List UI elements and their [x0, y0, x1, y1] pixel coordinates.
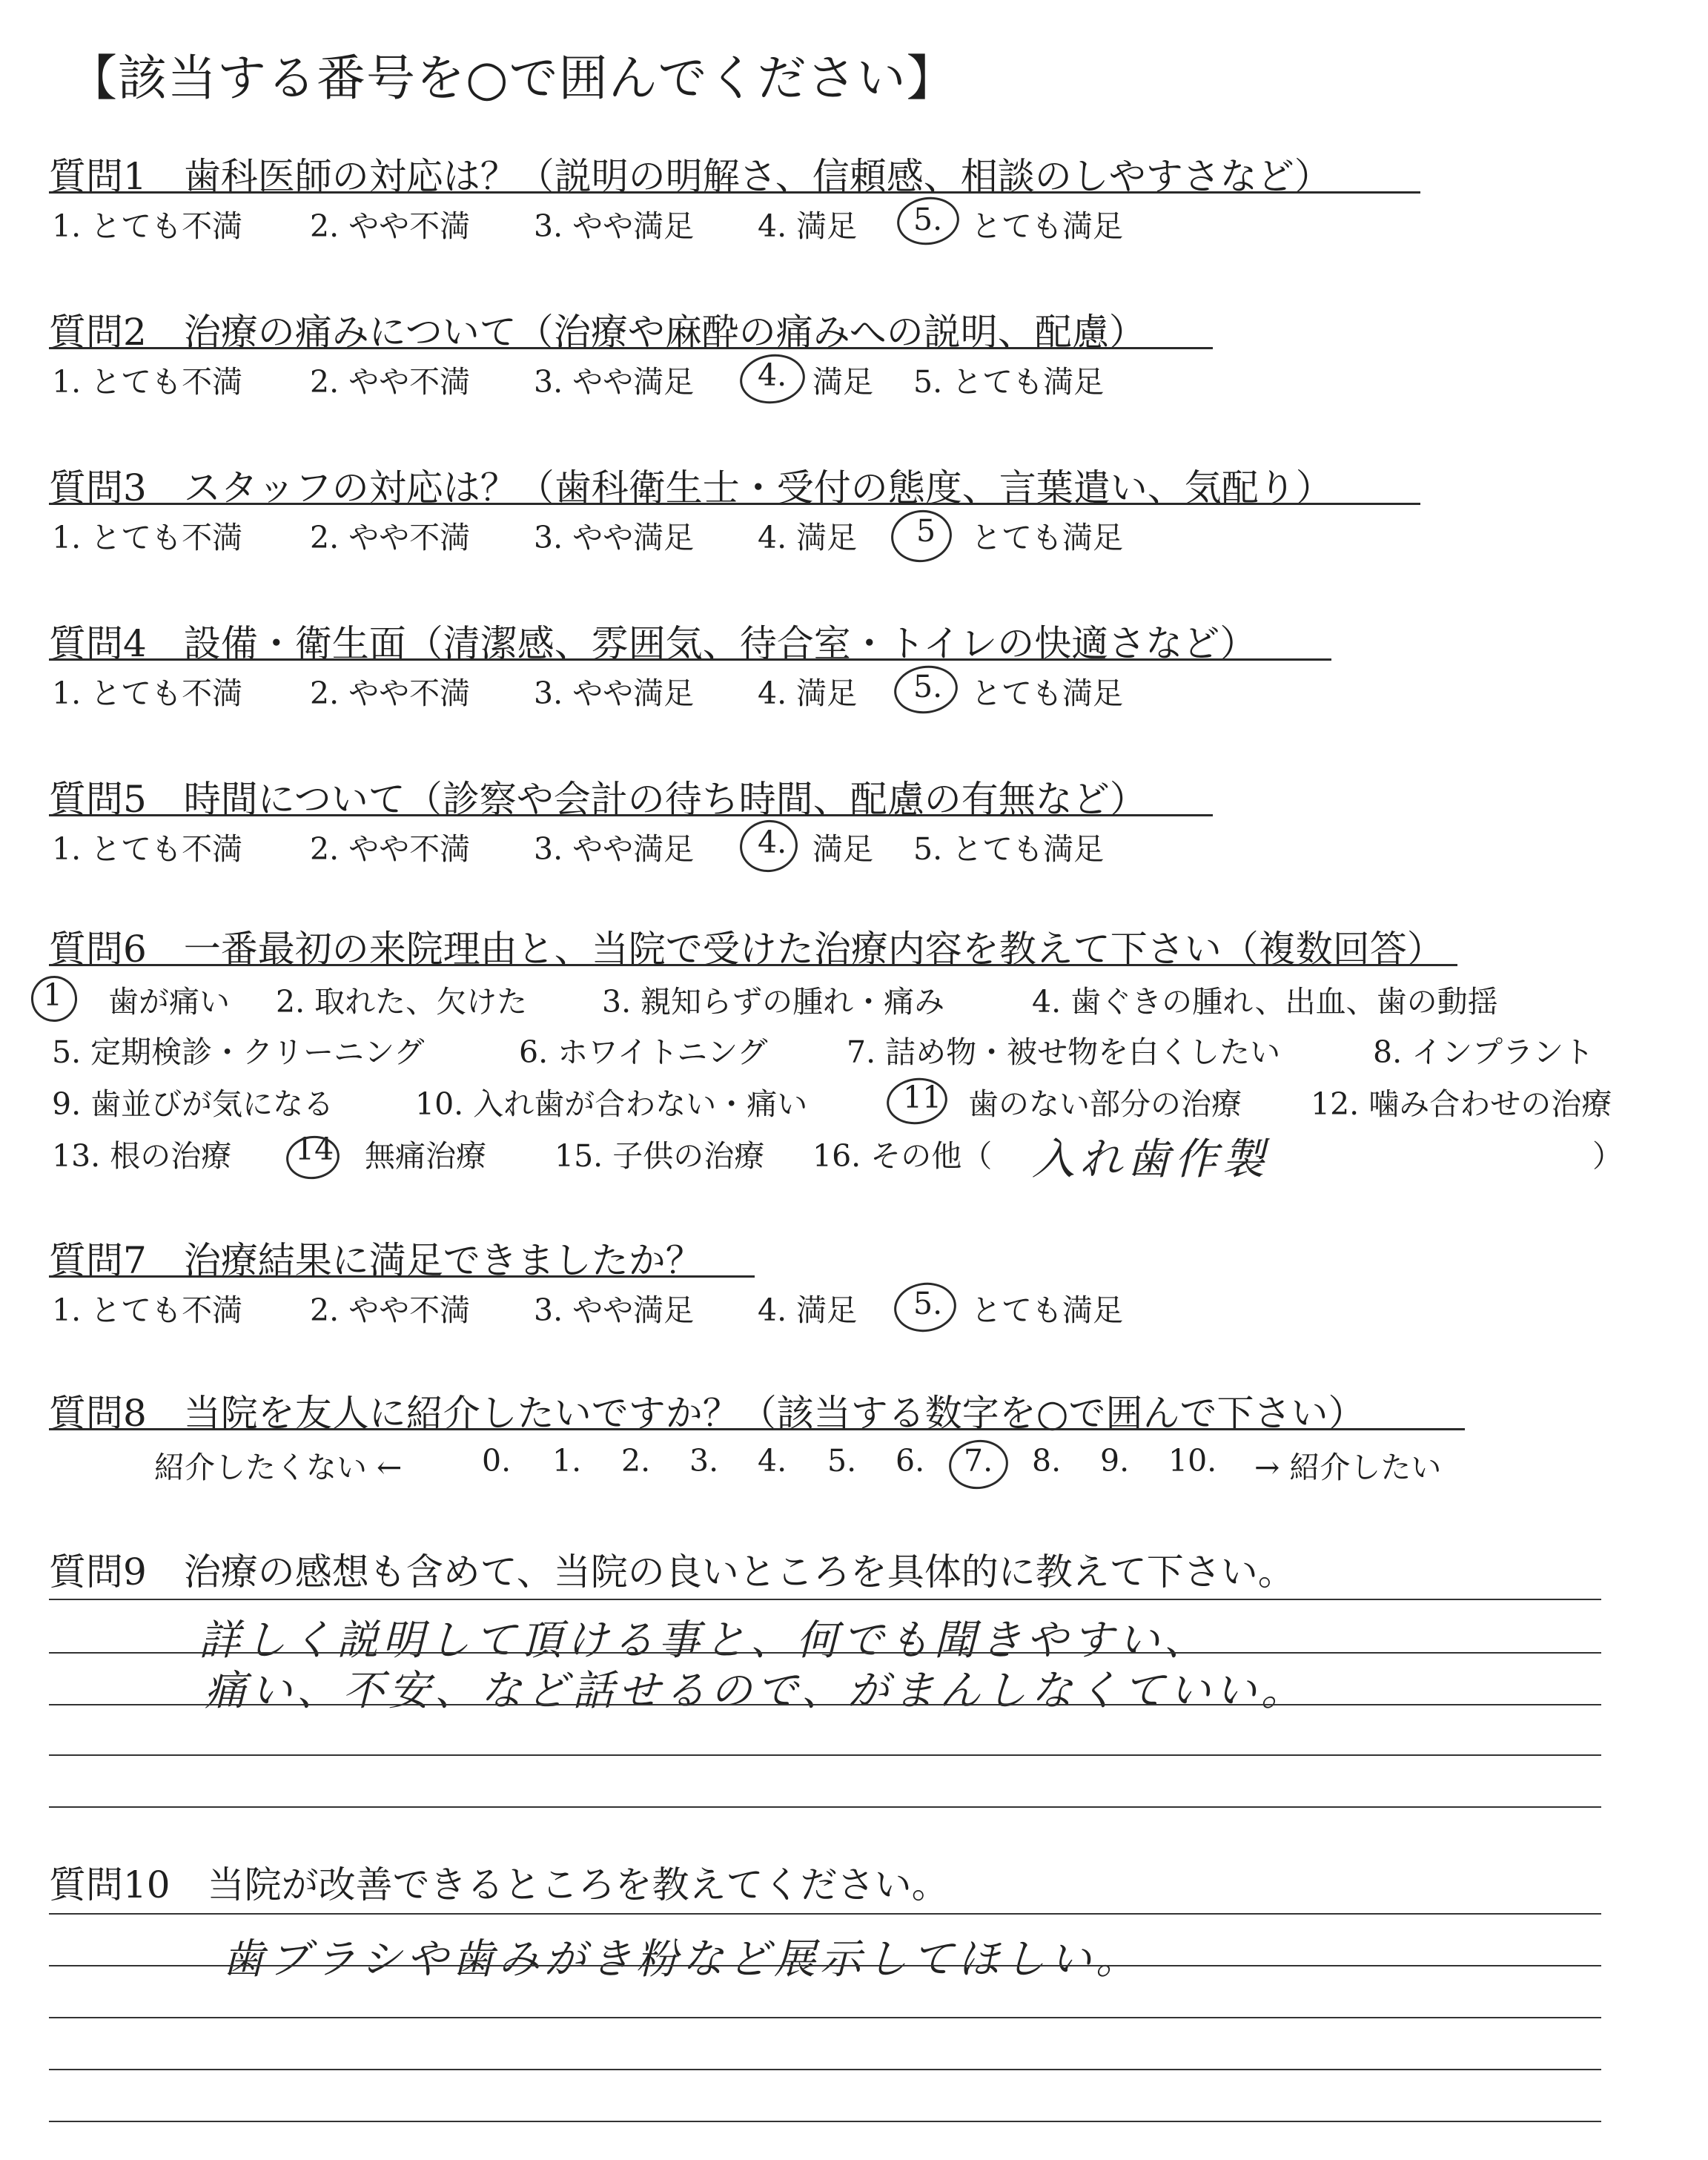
- q7-option-5-label[interactable]: とても満足: [971, 1292, 1123, 1328]
- q8-scale-5[interactable]: 5.: [827, 1443, 857, 1479]
- q6-option-8[interactable]: 8. インプラント: [1373, 1034, 1595, 1070]
- q6-option-16[interactable]: 16. その他（: [812, 1138, 993, 1174]
- q6-option-14-number[interactable]: 14: [295, 1132, 334, 1167]
- q6-option-2[interactable]: 2. 取れた、欠けた: [276, 984, 528, 1020]
- q7-option-5-number[interactable]: 5.: [913, 1286, 943, 1321]
- q2-option-1[interactable]: 1. とても不満: [52, 364, 243, 400]
- q8-scale-7[interactable]: 7.: [964, 1443, 993, 1479]
- q4-option-1[interactable]: 1. とても不満: [52, 676, 243, 711]
- q8-scale-6[interactable]: 6.: [896, 1443, 925, 1479]
- question-2-title: 質問2 治療の痛みについて（治療や麻酔の痛みへの説明、配慮）: [49, 311, 1146, 354]
- q3-option-3[interactable]: 3. やや満足: [534, 520, 695, 555]
- q6-option-3[interactable]: 3. 親知らずの腫れ・痛み: [602, 984, 945, 1020]
- q1-option-4[interactable]: 4. 満足: [758, 208, 858, 244]
- q5-option-2[interactable]: 2. やや不満: [310, 831, 471, 867]
- q5-option-1[interactable]: 1. とても不満: [52, 831, 243, 867]
- q8-selection-circle: [946, 1436, 1011, 1493]
- q10-answer-text[interactable]: 歯ブラシや歯みがき粉など展示してほしい。: [222, 1935, 1142, 1984]
- q10-answer-line: [49, 1965, 1601, 1966]
- q2-option-4-number[interactable]: 4.: [758, 357, 787, 393]
- q2-selection-circle: [737, 350, 808, 408]
- question-8-title: 質問8 当院を友人に紹介したいですか？（該当する数字を○で囲んで下さい）: [49, 1392, 1366, 1435]
- q6-other-close-paren: ）: [1592, 1138, 1623, 1174]
- q6-option-11-number[interactable]: 11: [903, 1080, 942, 1115]
- q5-selection-circle: [737, 816, 801, 876]
- q6-option-9[interactable]: 9. 歯並びが気になる: [52, 1086, 334, 1122]
- q3-selection-circle: [888, 506, 956, 567]
- question-8-underline: [49, 1428, 1465, 1430]
- q5-option-4-label[interactable]: 満足: [812, 831, 873, 867]
- q8-scale-9[interactable]: 9.: [1100, 1443, 1130, 1479]
- q6-option-14-label[interactable]: 無痛治療: [365, 1138, 486, 1174]
- q10-answer-line: [49, 2121, 1601, 2122]
- q3-option-5-number[interactable]: 5: [916, 513, 936, 549]
- q1-option-5-number[interactable]: 5.: [913, 202, 943, 237]
- question-2-underline: [49, 347, 1213, 349]
- q4-option-3[interactable]: 3. やや満足: [534, 676, 695, 711]
- q6-option-10[interactable]: 10. 入れ歯が合わない・痛い: [415, 1086, 808, 1122]
- q2-option-4-label[interactable]: 満足: [812, 364, 873, 400]
- q6-option-11-label[interactable]: 歯のない部分の治療: [968, 1086, 1242, 1122]
- question-6-title: 質問6 一番最初の来院理由と、当院で受けた治療内容を教えて下さい（複数回答）: [49, 928, 1444, 971]
- q9-answer-line: [49, 1704, 1601, 1705]
- q8-right-label: → 紹介したい: [1254, 1450, 1442, 1485]
- q9-answer-text-1[interactable]: 詳しく説明して頂ける事と、何でも聞きやすい、: [199, 1616, 1210, 1665]
- q8-scale-4[interactable]: 4.: [758, 1443, 787, 1479]
- question-7-title: 質問7 治療結果に満足できましたか？: [49, 1239, 703, 1282]
- q8-scale-0[interactable]: 0.: [482, 1443, 512, 1479]
- q6-option-6[interactable]: 6. ホワイトニング: [519, 1034, 768, 1070]
- q8-scale-2[interactable]: 2.: [621, 1443, 651, 1479]
- q6-option-15[interactable]: 15. 子供の治療: [555, 1138, 765, 1174]
- q10-answer-line: [49, 2017, 1601, 2018]
- q5-option-5[interactable]: 5. とても満足: [913, 831, 1105, 867]
- q9-answer-text-2[interactable]: 痛い、不安、など話せるので、がまんしなくていい。: [205, 1667, 1307, 1715]
- q3-option-1[interactable]: 1. とても不満: [52, 520, 243, 555]
- q6-option-12[interactable]: 12. 噛み合わせの治療: [1311, 1086, 1612, 1122]
- q4-option-4[interactable]: 4. 満足: [758, 676, 858, 711]
- q9-answer-line: [49, 1652, 1601, 1654]
- q4-option-2[interactable]: 2. やや不満: [310, 676, 471, 711]
- q8-left-label: 紹介したくない ←: [154, 1450, 403, 1485]
- q6-option-1-number[interactable]: 1: [43, 977, 63, 1013]
- question-5-title: 質問5 時間について（診察や会計の待ち時間、配慮の有無など）: [49, 778, 1147, 821]
- q8-scale-10[interactable]: 10.: [1168, 1443, 1217, 1479]
- question-7-underline: [49, 1275, 755, 1278]
- q6-option-1-circle: [28, 973, 80, 1025]
- question-6-underline: [49, 964, 1457, 966]
- q5-option-3[interactable]: 3. やや満足: [534, 831, 695, 867]
- question-3-underline: [49, 503, 1420, 505]
- q8-scale-8[interactable]: 8.: [1032, 1443, 1062, 1479]
- q1-selection-circle: [894, 193, 962, 248]
- q5-option-4-number[interactable]: 4.: [758, 825, 787, 860]
- q1-option-1[interactable]: 1. とても不満: [52, 208, 243, 244]
- q2-option-3[interactable]: 3. やや満足: [534, 364, 695, 400]
- q7-option-3[interactable]: 3. やや満足: [534, 1292, 695, 1328]
- question-5-underline: [49, 814, 1213, 816]
- q7-option-1[interactable]: 1. とても不満: [52, 1292, 243, 1328]
- q4-selection-circle: [891, 661, 961, 717]
- q6-option-7[interactable]: 7. 詰め物・被せ物を白くしたい: [847, 1034, 1281, 1070]
- q6-option-1-label[interactable]: 歯が痛い: [108, 984, 230, 1020]
- q10-answer-line: [49, 1913, 1601, 1915]
- question-4-title: 質問4 設備・衛生面（清潔感、雰囲気、待合室・トイレの快適さなど）: [49, 622, 1257, 665]
- question-3-title: 質問3 スタッフの対応は？（歯科衛生士・受付の態度、言葉遣い、気配り）: [49, 466, 1333, 509]
- q3-option-5-label[interactable]: とても満足: [971, 520, 1123, 555]
- question-9-title: 質問9 治療の感想も含めて、当院の良いところを具体的に教えて下さい。: [49, 1550, 1295, 1593]
- q1-option-2[interactable]: 2. やや不満: [310, 208, 471, 244]
- q10-answer-line: [49, 2069, 1601, 2070]
- question-4-underline: [49, 658, 1331, 661]
- q3-option-4[interactable]: 4. 満足: [758, 520, 858, 555]
- q9-answer-line: [49, 1754, 1601, 1756]
- q4-option-5-number[interactable]: 5.: [913, 669, 943, 704]
- page-title: 【該当する番号を○で囲んでください】: [68, 50, 956, 107]
- q7-selection-circle: [891, 1278, 959, 1335]
- q4-option-5-label[interactable]: とても満足: [971, 676, 1123, 711]
- question-1-title: 質問1 歯科医師の対応は？（説明の明解さ、信頼感、相談のしやすさなど）: [49, 155, 1331, 198]
- q7-option-4[interactable]: 4. 満足: [758, 1292, 858, 1328]
- question-1-underline: [49, 191, 1420, 194]
- q6-option-13[interactable]: 13. 根の治療: [52, 1138, 232, 1174]
- q1-option-3[interactable]: 3. やや満足: [534, 208, 695, 244]
- q9-answer-line: [49, 1599, 1601, 1600]
- question-10-title: 質問10 当院が改善できるところを教えてください。: [49, 1863, 949, 1906]
- q6-option-4[interactable]: 4. 歯ぐきの腫れ、出血、歯の動揺: [1032, 984, 1498, 1020]
- q6-option-5[interactable]: 5. 定期検診・クリーニング: [52, 1034, 425, 1070]
- q6-other-handwritten[interactable]: 入れ歯作製: [1032, 1134, 1270, 1184]
- q2-option-5[interactable]: 5. とても満足: [913, 364, 1105, 400]
- q2-option-2[interactable]: 2. やや不満: [310, 364, 471, 400]
- q7-option-2[interactable]: 2. やや不満: [310, 1292, 471, 1328]
- q8-scale-3[interactable]: 3.: [689, 1443, 719, 1479]
- q9-answer-line: [49, 1806, 1601, 1808]
- q1-option-5-label[interactable]: とても満足: [971, 208, 1123, 244]
- q3-option-2[interactable]: 2. やや不満: [310, 520, 471, 555]
- q8-scale-1[interactable]: 1.: [552, 1443, 582, 1479]
